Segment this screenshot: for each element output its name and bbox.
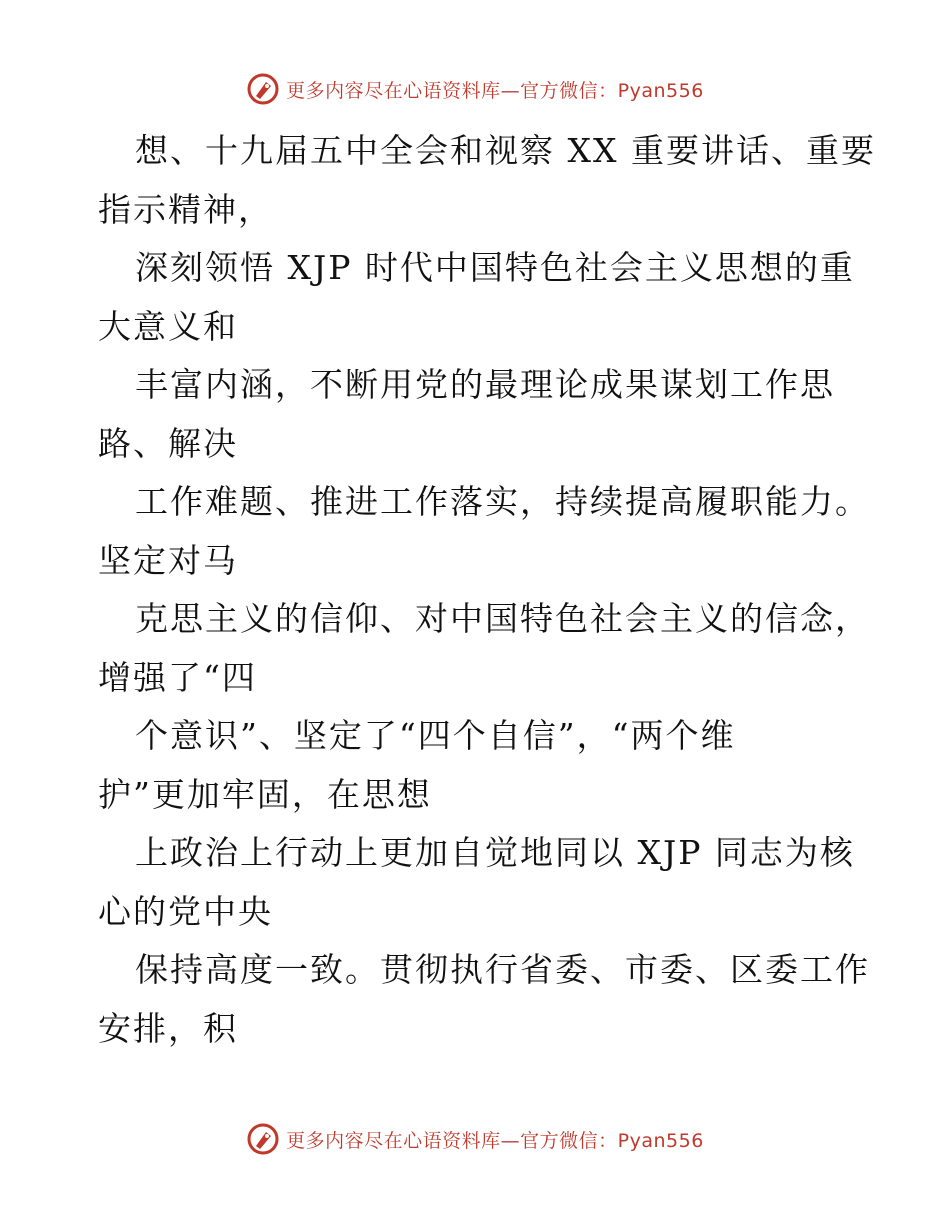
footer-watermark-text [286,1126,704,1153]
body-line: 保持高度一致。贯彻执行省委、市委、区委工作 [135,950,870,989]
body-line: 路、解决 [98,423,238,463]
body-line: 护”更加牢固，在思想 [98,774,432,814]
pen-nib-logo-icon [246,72,280,106]
footer-contact-text: 官方微信：Pyan556 [520,1129,704,1152]
header-watermark [0,72,950,106]
footer-separator: — [500,1129,521,1152]
body-line: 工作难题、推进工作落实，持续提高履职能力。 [135,482,870,521]
body-line: 个意识”、坚定了“四个自信”，“两个维 [135,716,736,755]
body-line: 想、十九届五中全会和视察 XX 重要讲话、重要 [135,131,876,170]
body-line: 丰富内涵，不断用党的最理论成果谋划工作思 [135,365,835,404]
body-line: 心的党中央 [98,891,273,931]
footer-brand-text: 更多内容尽在心语资料库 [286,1129,501,1152]
body-line: 克思主义的信仰、对中国特色社会主义的信念， [135,599,870,638]
body-line: 坚定对马 [98,540,238,580]
pen-nib-logo-icon [246,1122,280,1156]
document-body [98,122,876,1058]
body-line: 增强了“四 [98,657,257,697]
footer-watermark [0,1122,950,1156]
header-contact-text: 官方微信：Pyan556 [520,79,704,102]
header-watermark-text [286,76,704,103]
body-line: 指示精神， [98,189,273,229]
body-line: 大意义和 [98,306,238,346]
header-separator: — [500,79,521,102]
body-line: 深刻领悟 XJP 时代中国特色社会主义思想的重 [135,248,855,287]
header-brand-text: 更多内容尽在心语资料库 [286,79,501,102]
body-line: 上政治上行动上更加自觉地同以 XJP 同志为核 [135,833,855,872]
body-line: 安排，积 [98,1008,238,1048]
